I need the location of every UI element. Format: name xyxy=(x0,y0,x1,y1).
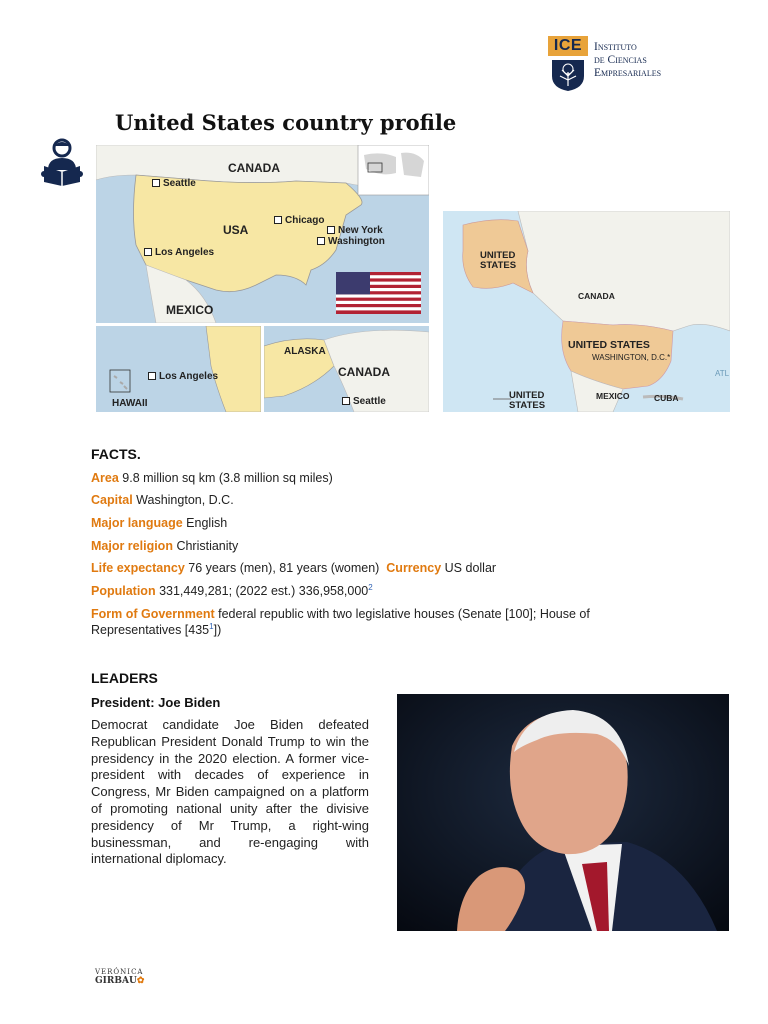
map-label-canada: CANADA xyxy=(228,161,280,175)
right-label-united-states: UNITED STATES xyxy=(568,339,650,351)
alaska-inset-map xyxy=(264,326,429,412)
ice-logo-abbr: ICE xyxy=(548,36,588,56)
institute-line-2: de Ciencias xyxy=(594,54,647,66)
author-signature xyxy=(95,968,165,992)
city-seattle: Seattle xyxy=(152,178,196,189)
city-chicago: Chicago xyxy=(274,215,324,226)
facts-heading-text: FACTS xyxy=(91,446,137,462)
right-label-mexico: MEXICO xyxy=(596,391,630,401)
president-photo-illustration xyxy=(397,694,729,931)
right-label-cuba: CUBA xyxy=(654,393,679,403)
map-label-mexico: MEXICO xyxy=(166,303,214,317)
fact-government xyxy=(91,606,681,638)
north-america-map xyxy=(443,211,730,412)
fact-capital-value: Washington, D.C. xyxy=(136,493,234,507)
signature-line-2 xyxy=(95,976,165,986)
institute-name xyxy=(594,41,704,80)
fact-area-value: 9.8 million sq km (3.8 million sq miles) xyxy=(122,471,333,485)
map-label-hawaii: HAWAII xyxy=(112,398,148,409)
hawaii-inset-map xyxy=(96,326,261,412)
fact-life-expectancy xyxy=(91,560,496,576)
fact-capital xyxy=(91,492,234,508)
alaska-city-label: Seattle xyxy=(353,396,386,407)
alaska-city-seattle xyxy=(342,396,386,407)
right-capital-label: WASHINGTON, D.C. xyxy=(592,353,668,362)
fact-population-label: Population xyxy=(91,584,156,598)
hawaii-city-los-angeles xyxy=(148,371,218,382)
map-label-usa: USA xyxy=(223,223,249,237)
leaders-heading: LEADERS xyxy=(91,670,158,686)
city-new-york: New York xyxy=(327,225,383,236)
fact-area-label: Area xyxy=(91,471,119,485)
fact-government-label: Form of Government xyxy=(91,607,215,621)
fact-currency-value: US dollar xyxy=(444,561,497,575)
fact-language xyxy=(91,515,227,531)
right-label-atlantic: ATL xyxy=(715,369,730,378)
fact-government-value-2: Representatives [435 xyxy=(91,623,210,637)
right-label-canada: CANADA xyxy=(578,291,615,301)
city-los-angeles: Los Angeles xyxy=(144,247,214,258)
fact-area xyxy=(91,470,333,486)
map-label-alaska: ALASKA xyxy=(284,346,326,357)
president-photo xyxy=(397,694,729,931)
fact-religion-label: Major religion xyxy=(91,539,173,553)
institute-line-3: Empresariales xyxy=(594,67,662,79)
fact-population xyxy=(91,583,373,599)
ice-logo xyxy=(548,36,698,94)
gear-icon: ✿ xyxy=(136,976,145,986)
signature-line-1: VERÓNICA xyxy=(95,968,144,976)
president-bio: Democrat candidate Joe Biden defeated Republican President Donald Trump to win the presidency in the 2020 election. A former vice-president with decades of experience in Congress, Mr Biden campaigned on a platform of promoting national unity after the divisive presidency of Mr Trump, a right-wing businessman, and re-engaging with international diplomacy. xyxy=(91,717,369,867)
page-title: United States country profile xyxy=(115,110,457,135)
north-america-map-shapes xyxy=(443,211,730,412)
president-title: President: Joe Biden xyxy=(91,695,221,710)
fact-life-label: Life expectancy xyxy=(91,561,185,575)
fact-government-value-3: ]) xyxy=(213,623,222,637)
hawaii-city-label: Los Angeles xyxy=(159,371,219,382)
fact-capital-label: Capital xyxy=(91,493,133,507)
usa-map-main xyxy=(96,145,429,323)
fact-language-label: Major language xyxy=(91,516,183,530)
institute-line-1: Instituto xyxy=(594,41,637,53)
fact-currency-label: Currency xyxy=(386,561,442,575)
signature-line-2-text: GIRBAU xyxy=(95,976,137,986)
right-label-alaska-us: UNITED STATES xyxy=(480,250,517,271)
fact-population-value: 331,449,281; (2022 est.) 336,958,000 xyxy=(159,584,369,598)
right-label-hawaii-us: UNITED STATES xyxy=(509,390,546,411)
fact-language-value: English xyxy=(186,516,228,530)
shield-tree-icon xyxy=(550,58,586,92)
fact-life-value: 76 years (men), 81 years (women) xyxy=(188,561,380,575)
reader-icon xyxy=(40,136,84,186)
fact-religion xyxy=(91,538,238,554)
fact-religion-value: Christianity xyxy=(176,539,239,553)
right-label-capital: WASHINGTON, D.C.* xyxy=(592,353,671,362)
fact-government-value-1: federal republic with two legislative houses (Senate [100]; House of xyxy=(218,607,590,621)
city-washington: Washington xyxy=(317,236,385,247)
alaska-label-canada: CANADA xyxy=(338,365,390,379)
facts-heading: FACTS. xyxy=(91,446,141,462)
fact-government-footnote[interactable]: 1 xyxy=(209,621,214,631)
us-flag-icon xyxy=(336,272,421,314)
fact-population-footnote[interactable]: 2 xyxy=(368,582,373,592)
